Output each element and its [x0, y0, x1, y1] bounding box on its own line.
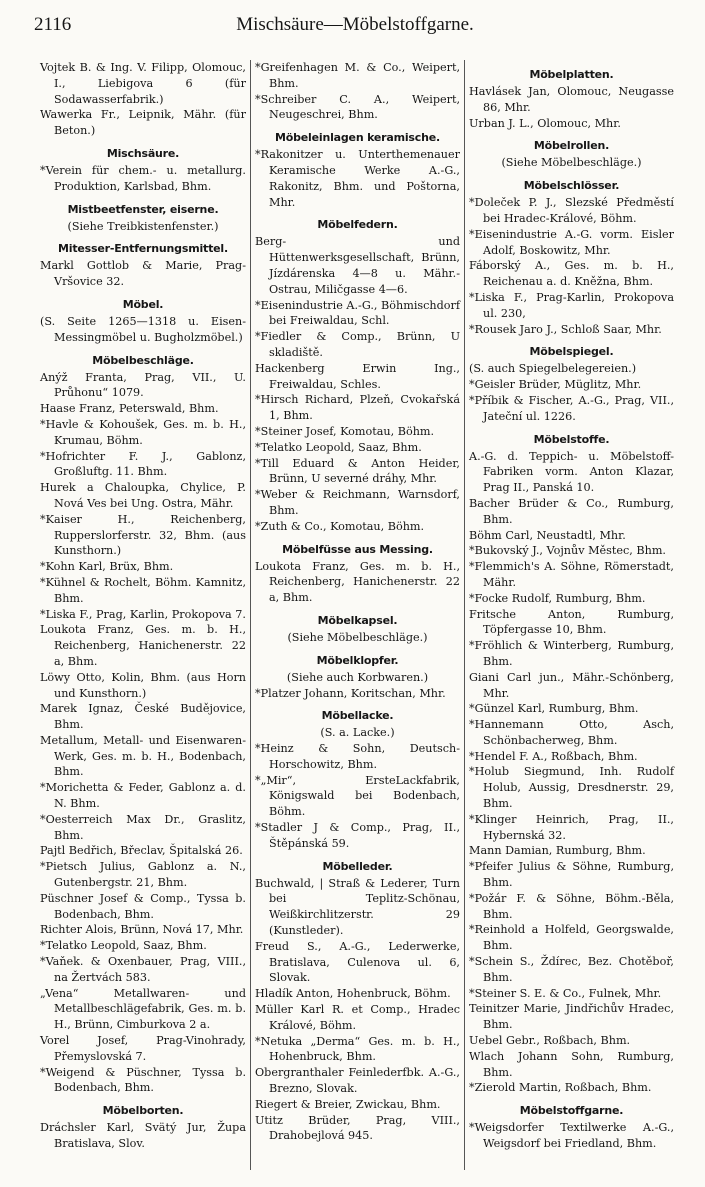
directory-entry: *Focke Rudolf, Rumburg, Bhm. [469, 591, 646, 605]
directory-entry: *Steiner S. E. & Co., Fulnek, Mhr. [469, 986, 662, 1000]
directory-entry: *Klinger Heinrich, Prag, II., Hybernská 32. [469, 812, 674, 842]
section-heading: Möbelfüsse aus Messing. [282, 542, 433, 556]
directory-entry: *Liska F., Prag-Karlin, Prokopova ul. 230, [469, 290, 674, 320]
section-heading: Mischsäure. [106, 146, 180, 160]
cross-reference-note: (Siehe auch Korbwaren.) [286, 670, 429, 684]
directory-entry: *Hendel F. A., Roßbach, Bhm. [469, 749, 638, 763]
section-heading: Möbelleder. [322, 859, 393, 873]
directory-entry: Vorel Josef, Prag-Vinohrady, Přemyslovská 7. [40, 1034, 246, 1063]
directory-entry: Hackenberg Erwin Ing., Freiwaldau, Schles. [255, 361, 460, 391]
page-number: 2116 [34, 14, 72, 35]
directory-entry: Mann Damian, Rumburg, Bhm. [469, 844, 646, 858]
directory-entry: *Morichetta & Feder, Gablonz a. d. N. Bhm. [40, 781, 246, 811]
directory-entry: A.-G. d. Teppich- u. Möbelstoff-Fabriken vorm. Anton Klazar, Prag II., Panská 10. [469, 449, 674, 495]
directory-entry: Bacher Brüder & Co., Rumburg, Bhm. [469, 496, 674, 526]
directory-entry: Richter Alois, Brünn, Nová 17, Mhr. [40, 923, 244, 937]
directory-entry: *Reinhold a Holfeld, Georgswalde, Bhm. [469, 923, 674, 953]
directory-entry: Buchwald, | Straß & Lederer, Turn bei Teplitz-Schönau, Weißkirchlitzerstr. 29 (Kunstleder). [255, 876, 460, 938]
directory-entry: *Steiner Josef, Komotau, Böhm. [255, 424, 435, 438]
directory-entry: *Platzer Johann, Koritschan, Mhr. [255, 686, 446, 700]
directory-entry: Fáborský A., Ges. m. b. H., Reichenau a. d. Kněžna, Bhm. [469, 259, 674, 289]
directory-entry: Hurek a Chaloupka, Chylice, P. Nová Ves bei Ung. Ostra, Mähr. [40, 481, 246, 510]
columns [36, 60, 678, 1170]
column-right [464, 60, 678, 1170]
directory-entry: Wawerka Fr., Leipnik, Mähr. (für Beton.) [40, 108, 246, 138]
directory-entry: *Telatko Leopold, Saaz, Bhm. [255, 440, 422, 454]
section-heading: Möbelspiegel. [529, 345, 614, 359]
section-heading: Möbelstoffgarne. [519, 1104, 624, 1118]
directory-entry: Riegert & Breier, Zwickau, Bhm. [255, 1097, 441, 1111]
directory-entry: *Eisenindustrie A.-G., Böhmischdorf bei Freiwaldau, Schl. [255, 298, 460, 328]
directory-entry: *Fiedler & Comp., Brünn, U skladiště. [255, 330, 460, 359]
section-heading: Möbelborten. [102, 1104, 184, 1118]
cross-reference-note: (Siehe Möbelbeschläge.) [501, 156, 642, 170]
directory-entry: Müller Karl R. et Comp., Hradec Králové, Böhm. [255, 1003, 460, 1032]
section-heading: Möbel. [122, 297, 164, 311]
column-middle [250, 60, 464, 1170]
directory-entry: *Hannemann Otto, Asch, Schönbacherweg, Bhm. [469, 718, 674, 747]
directory-entry: *Pietsch Julius, Gablonz a. N., Gutenbergstr. 21, Bhm. [40, 860, 246, 890]
section-heading: Mistbeetfenster, eiserne. [67, 202, 219, 216]
directory-entry: *Eisenindustrie A.-G. vorm. Eisler Adolf, Boskowitz, Mhr. [469, 227, 674, 257]
directory-entry: Freud S., A.-G., Lederwerke, Bratislava, Culenova ul. 6, Slovak. [255, 939, 460, 985]
directory-entry: *Zierold Martin, Roßbach, Bhm. [469, 1081, 652, 1095]
directory-entry: *Greifenhagen M. & Co., Weipert, Bhm. [255, 61, 460, 90]
directory-entry: *Rakonitzer u. Unterthemenauer Keramische Werke A.-G., Rakonitz, Bhm. und Poštorna, Mhr. [255, 148, 460, 209]
section-heading: Möbelklopfer. [316, 653, 399, 667]
directory-entry: *Vaňek. & Oxenbauer, Prag, VIII., na Žertvách 583. [40, 955, 246, 984]
directory-entry: Urban J. L., Olomouc, Mhr. [469, 116, 621, 130]
directory-entry: *Weber & Reichmann, Warnsdorf, Bhm. [255, 488, 460, 517]
directory-entry: *Pfeifer Julius & Söhne, Rumburg, Bhm. [469, 860, 674, 890]
directory-entry: *Holub Siegmund, Inh. Rudolf Holub, Aussig, Dresdnerstr. 29, Bhm. [469, 765, 674, 811]
directory-entry: *Telatko Leopold, Saaz, Bhm. [40, 939, 207, 953]
cross-reference-note: (S. a. Lacke.) [320, 726, 395, 740]
section-heading: Möbelrollen. [533, 139, 610, 153]
directory-entry: Marek Ignaz, České Budějovice, Bhm. [40, 702, 246, 732]
directory-entry: *Doleček P. J., Slezské Předměstí bei Hradec-Králové, Böhm. [469, 196, 674, 225]
cross-reference-note: (Siehe Möbelbeschläge.) [287, 630, 428, 644]
directory-entry: *Günzel Karl, Rumburg, Bhm. [469, 702, 639, 716]
directory-entry: *Fröhlich & Winterberg, Rumburg, Bhm. [469, 639, 674, 668]
directory-entry: Haase Franz, Peterswald, Bhm. [40, 402, 219, 416]
directory-entry: *Oesterreich Max Dr., Graslitz, Bhm. [40, 812, 246, 842]
section-heading: Möbelfedern. [317, 218, 398, 232]
directory-entry: *Požár F. & Söhne, Böhm.-Běla, Bhm. [469, 891, 674, 921]
directory-entry: Dráchsler Karl, Svätý Jur, Župa Bratislava, Slov. [40, 1121, 246, 1151]
section-heading: Möbelplatten. [529, 68, 614, 81]
directory-entry: Teinitzer Marie, Jindřichův Hradec, Bhm. [469, 1002, 674, 1032]
directory-entry: *Hirsch Richard, Plzeň, Cvokařská 1, Bhm. [255, 393, 460, 423]
directory-entry: Löwy Otto, Kolin, Bhm. (aus Horn und Kunsthorn.) [40, 670, 246, 700]
directory-entry: *Kühnel & Rochelt, Böhm. Kamnitz, Bhm. [40, 575, 246, 605]
directory-entry: *Kohn Karl, Brüx, Bhm. [40, 560, 174, 574]
directory-entry: Obergranthaler Feinlederfbk. A.-G., Brezno, Slovak. [255, 1066, 460, 1096]
directory-entry: Loukota Franz, Ges. m. b. H., Reichenberg, Hanichenerstr. 22 a, Bhm. [255, 559, 460, 605]
directory-entry: *Příbik & Fischer, A.-G., Prag, VII., Jateční ul. 1226. [469, 393, 674, 423]
directory-entry: *Verein für chem.- u. metallurg. Produktion, Karlsbad, Bhm. [40, 163, 246, 193]
directory-entry: *Weigend & Püschner, Tyssa b. Bodenbach, Bhm. [40, 1065, 246, 1095]
directory-entry: *Netuka „Derma“ Ges. m. b. H., Hohenbruck, Bhm. [255, 1034, 460, 1064]
directory-entry: *Flemmich's A. Söhne, Römerstadt, Mähr. [469, 560, 674, 589]
directory-entry: Loukota Franz, Ges. m. b. H., Reichenberg, Hanichenerstr. 22 a, Bhm. [40, 623, 246, 668]
directory-entry: Berg- und Hüttenwerksgesellschaft, Brünn, Jízdárenska 4—8 u. Mähr.-Ostrau, Miličgasse 4—6. [255, 235, 460, 296]
directory-entry: *Weigsdorfer Textilwerke A.-G., Weigsdorf bei Friedland, Bhm. [469, 1121, 674, 1151]
section-heading: Möbellacke. [321, 709, 394, 723]
section-heading: Möbelstoffe. [533, 432, 610, 446]
directory-entry: Metallum, Metall- und Eisenwaren-Werk, Ges. m. b. H., Bodenbach, Bhm. [40, 733, 246, 779]
column-left [36, 60, 250, 1170]
page-title: Mischsäure—Möbelstoffgarne. [236, 14, 474, 35]
directory-entry: *Havle & Kohoušek, Ges. m. b. H., Krumau, Böhm. [40, 417, 246, 447]
page-header [30, 14, 680, 44]
directory-entry: Utitz Brüder, Prag, VIII., Drahobejlová 945. [255, 1113, 460, 1143]
directory-entry: *Bukovský J., Vojnův Městec, Bhm. [469, 544, 666, 558]
directory-entry: *Geisler Brüder, Müglitz, Mhr. [469, 378, 642, 392]
directory-entry: Anýž Franta, Prag, VII., U. Průhonu“ 1079. [40, 370, 246, 400]
section-heading: Möbelbeschläge. [92, 353, 194, 367]
directory-entry: *Zuth & Co., Komotau, Böhm. [255, 519, 425, 533]
directory-entry: (S. Seite 1265—1318 u. Eisen-Messingmöbel u. Bugholzmöbel.) [40, 314, 246, 344]
section-heading: Möbelkapsel. [317, 613, 398, 627]
section-heading: Mitesser-Entfernungsmittel. [58, 242, 228, 256]
directory-entry: *Liska F., Prag, Karlin, Prokopova 7. [40, 607, 246, 621]
directory-entry: Wlach Johann Sohn, Rumburg, Bhm. [469, 1049, 674, 1079]
directory-entry: *„Mir“, ErsteLackfabrik, Königswald bei Bodenbach, Böhm. [255, 773, 460, 819]
directory-entry: Markl Gottlob & Marie, Prag-Vršovice 32. [40, 259, 246, 289]
directory-entry: *Kaiser H., Reichenberg, Rupperslorferstr. 32, Bhm. (aus Kunsthorn.) [40, 512, 246, 558]
directory-entry: *Till Eduard & Anton Heider, Brünn, U severné dráhy, Mhr. [255, 456, 460, 486]
cross-reference-note: (Siehe Treibkistenfenster.) [67, 219, 219, 233]
directory-entry: *Schreiber C. A., Weipert, Neugeschrei, Bhm. [255, 92, 460, 122]
directory-entry: Havlásek Jan, Olomouc, Neugasse 86, Mhr. [469, 85, 674, 114]
directory-entry: Hladík Anton, Hohenbruck, Böhm. [255, 987, 451, 1001]
directory-entry: *Stadler J & Comp., Prag, II., Štěpánská 59. [255, 821, 460, 850]
directory-entry: *Schein S., Ždírec, Bez. Chotěboř, Bhm. [469, 955, 674, 984]
directory-entry: *Rousek Jaro J., Schloß Saar, Mhr. [469, 322, 662, 336]
directory-entry: „Vena“ Metallwaren- und Metallbeschlägefabrik, Ges. m. b. H., Brünn, Cimburkova 2 a. [40, 986, 246, 1032]
section-heading: Möbelschlösser. [523, 179, 620, 193]
directory-entry: *Hofrichter F. J., Gablonz, Großluftg. 11. Bhm. [40, 449, 246, 479]
directory-entry: Püschner Josef & Comp., Tyssa b. Bodenbach, Bhm. [40, 891, 246, 921]
directory-entry: *Heinz & Sohn, Deutsch-Horschowitz, Bhm. [255, 742, 460, 771]
directory-entry: Uebel Gebr., Roßbach, Bhm. [469, 1034, 631, 1048]
directory-entry: Vojtek B. & Ing. V. Filipp, Olomouc, I., Liebigova 6 (für Sodawasserfabrik.) [40, 61, 246, 106]
directory-entry: (S. auch Spiegelbelegereien.) [469, 362, 637, 376]
directory-entry: Fritsche Anton, Rumburg, Töpfergasse 10, Bhm. [469, 607, 674, 637]
directory-entry: Giani Carl jun., Mähr.-Schönberg, Mhr. [469, 670, 674, 700]
section-heading: Möbeleinlagen keramische. [275, 131, 440, 145]
directory-entry: Pajtl Bedřich, Břeclav, Špitalská 26. [40, 844, 243, 858]
directory-entry: Böhm Carl, Neustadtl, Mhr. [469, 528, 626, 542]
